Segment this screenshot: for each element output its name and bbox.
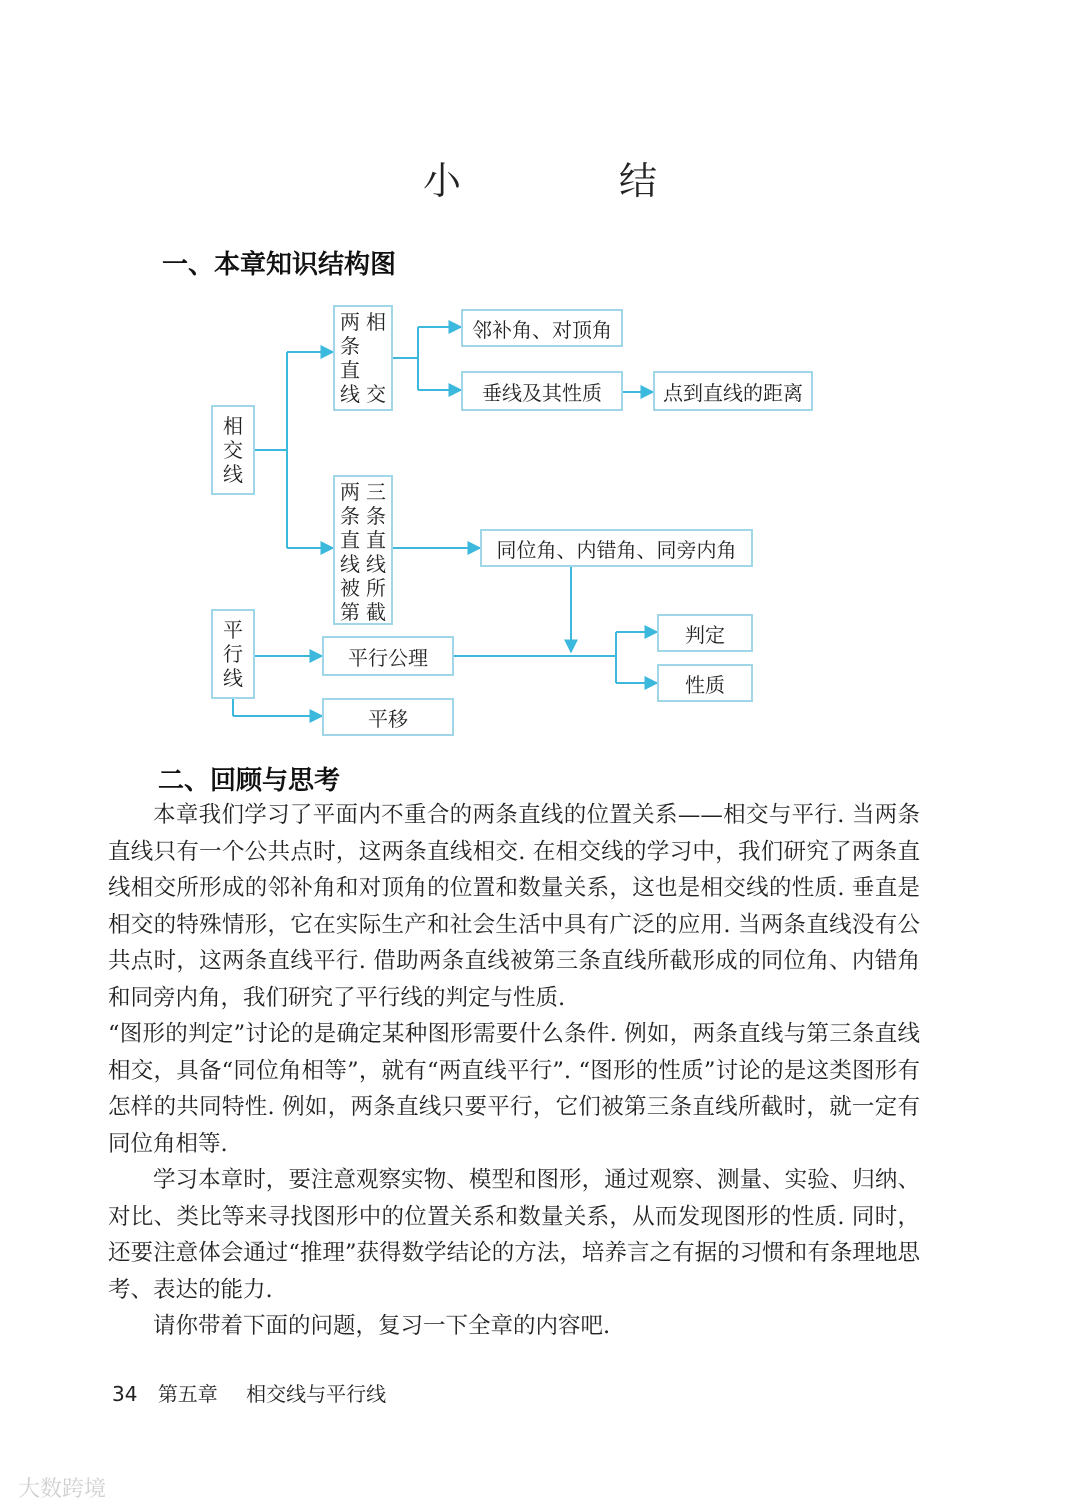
page-title: 小 结 (422, 159, 717, 203)
box-property: 性质 (657, 664, 753, 702)
box-parallel-lines: 平 行 线 (211, 609, 255, 699)
box-parallel-axiom: 平行公理 (322, 636, 454, 676)
section-heading-review: 二、回顾与思考 (158, 766, 341, 796)
review-text (108, 797, 920, 1345)
page-footer (112, 1378, 386, 1407)
chapter-number: 第五章 (157, 1382, 218, 1406)
paragraph: 本章我们学习了平面内不重合的两条直线的位置关系——相交与平行. 当两条直线只有一个公共点时，这两条直线相交. 在相交线的学习中，我们研究了两条直线相交所形成的邻补角和对顶角的位置和数量关系，这也是相交线的性质. 垂直是相交的特殊情形，它在实际生产和社会生活中具有广泛的应用. 当两条直线没有公共点时，这两条直线平行. 借助两条直线被第三条直线所截形成的同位角、内错角和同旁内角，我们研究了平行线的判定与性质. (108, 802, 920, 1011)
watermark-text: 大数跨境 (18, 1477, 107, 1502)
paragraph: 请你带着下面的问题，复习一下全章的内容吧. (153, 1313, 611, 1339)
box-translation: 平移 (322, 698, 454, 736)
box-two-lines-intersect: 两 条 直 线 相 交 (333, 305, 393, 411)
paragraph: 学习本章时，要注意观察实物、模型和图形，通过观察、测量、实验、归纳、对比、类比等来寻找图形中的位置关系和数量关系，从而发现图形的性质. 同时，还要注意体会通过“推理”获得数学结论的方法，培养言之有据的习惯和有条理地思考、表达的能力. (108, 1167, 920, 1303)
box-point-line-distance: 点到直线的距离 (653, 371, 813, 411)
box-judgement: 判定 (657, 614, 753, 652)
page-number: 34 (112, 1382, 138, 1406)
box-angle-types: 同位角、内错角、同旁内角 (480, 529, 753, 567)
box-three-lines-cut: 两 条 直 线 被 第 三 条 直 线 所 截 (333, 475, 393, 625)
paragraph: “图形的判定”讨论的是确定某种图形需要什么条件. 例如，两条直线与第三条直线相交，具备“同位角相等”，就有“两直线平行”. “图形的性质”讨论的是这类图形有怎样的共同特性. 例如，两条直线只要平行，它们被第三条直线所截时，就一定有同位角相等. (108, 1021, 920, 1157)
box-perpendicular: 垂线及其性质 (461, 371, 623, 411)
box-adjacent-vertical-angles: 邻补角、对顶角 (461, 309, 623, 347)
box-intersecting-lines: 相 交 线 (211, 405, 255, 495)
section-heading-structure: 一、本章知识结构图 (162, 250, 397, 280)
chapter-title: 相交线与平行线 (246, 1382, 387, 1406)
